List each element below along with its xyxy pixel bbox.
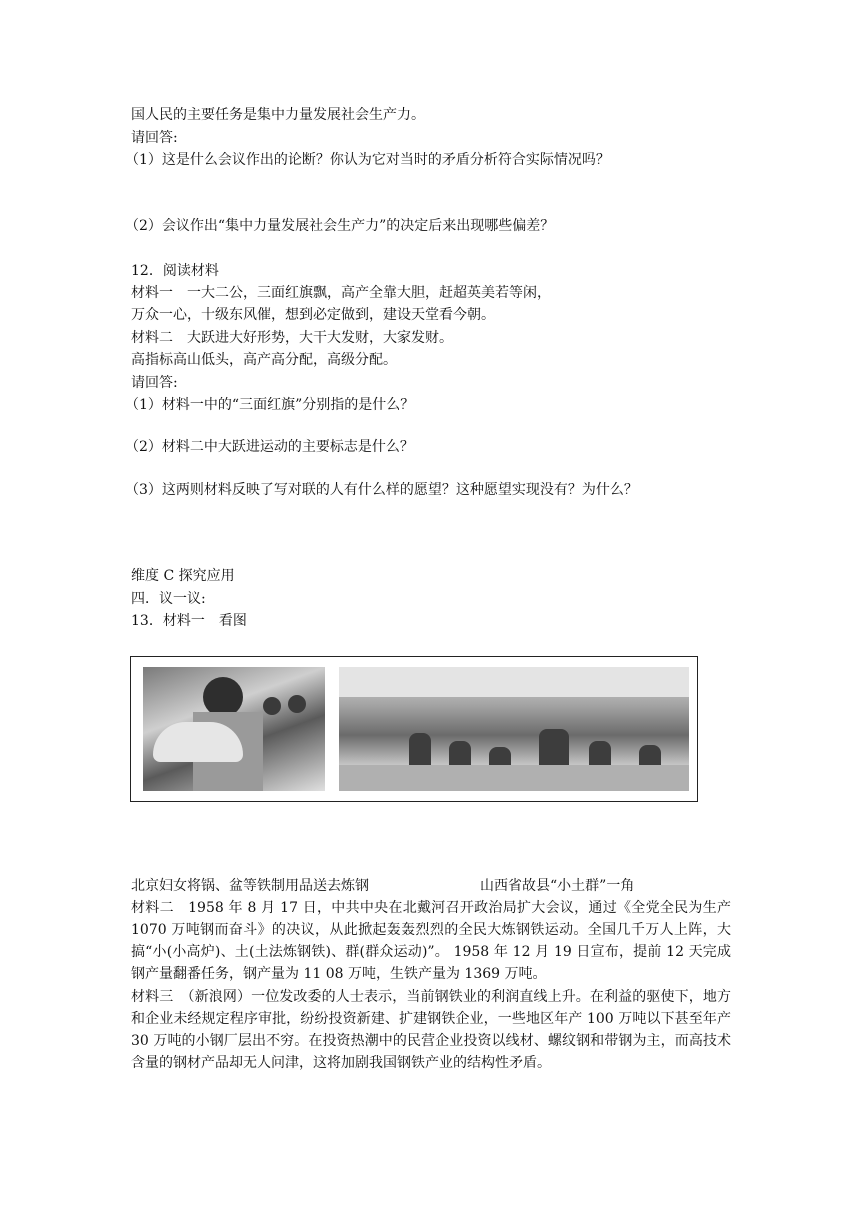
material-2-paragraph: 材料二 1958 年 8 月 17 日，中共中央在北戴河召开政治局扩大会议，通过《全党全民为生产 1070 万吨钢而奋斗》的决议，从此掀起轰轰烈烈的全民大炼钢铁运动。全国几千万人上阵，大搞“小(小高炉)、土(土法炼钢铁)、群(群众运动)”。 1958 年 12 月 19 日宣布，提前 12 天完成钢产量翻番任务，钢产量为 11 08 万吨，生铁产量为 1369 万吨。: [131, 900, 731, 982]
caption-left: 北京妇女将锅、盆等铁制用品送去炼钢: [131, 878, 369, 894]
question-12-3: （3）这两则材料反映了写对联的人有什么样的愿望？这种愿望实现没有？为什么？: [125, 482, 638, 498]
question-12-2: （2）材料二中大跃进运动的主要标志是什么？: [125, 439, 414, 455]
line-2: 请回答:: [131, 130, 178, 146]
section-4-heading: 四．议一议:: [131, 591, 206, 607]
material-2-line-2: 高指标高山低头，高产高分配，高级分配。: [131, 352, 397, 368]
material-1-line-2: 万众一心，十级东风催，想到必定做到，建设天堂看今朝。: [131, 307, 495, 323]
photo-backyard-furnaces: [339, 667, 689, 791]
question-1: （1）这是什么会议作出的论断？你认为它对当时的矛盾分析符合实际情况吗？: [125, 152, 610, 168]
material-2-line-1: 材料二 大跃进大好形势，大干大发财，大家发财。: [131, 330, 453, 346]
photo-women-carrying-pots: [143, 667, 325, 791]
figure-captions: [131, 876, 731, 896]
section-12-title: 12．阅读材料: [131, 263, 219, 279]
line-1: 国人民的主要任务是集中力量发展社会生产力。: [131, 107, 425, 123]
figure-frame: [130, 656, 698, 802]
material-3-paragraph: 材料三 （新浪网）一位发改委的人士表示，当前钢铁业的利润直线上升。在利益的驱使下，地方和企业未经规定程序审批，纷纷投资新建、扩建钢铁企业，一些地区年产 100 万吨以下甚至年产 30 万吨的小钢厂层出不穷。在投资热潮中的民营企业投资以线材、螺纹钢和带钢为主，而高技术含量的钢材产品却无人问津，这将加剧我国钢铁产业的结构性矛盾。: [131, 989, 731, 1071]
section-13-title: 13．材料一 看图: [131, 613, 247, 629]
material-1-line-1: 材料一 一大二公，三面红旗飘，高产全靠大胆，赶超英美若等闲，: [131, 285, 551, 301]
question-2: （2）会议作出“集中力量发展社会生产力”的决定后来出现哪些偏差？: [125, 218, 555, 234]
caption-right: 山西省故县“小土群”一角: [480, 878, 635, 894]
dimension-c-heading: 维度 C 探究应用: [131, 568, 235, 584]
answer-prompt: 请回答:: [131, 375, 178, 391]
question-12-1: （1）材料一中的“三面红旗”分别指的是什么？: [125, 397, 415, 413]
